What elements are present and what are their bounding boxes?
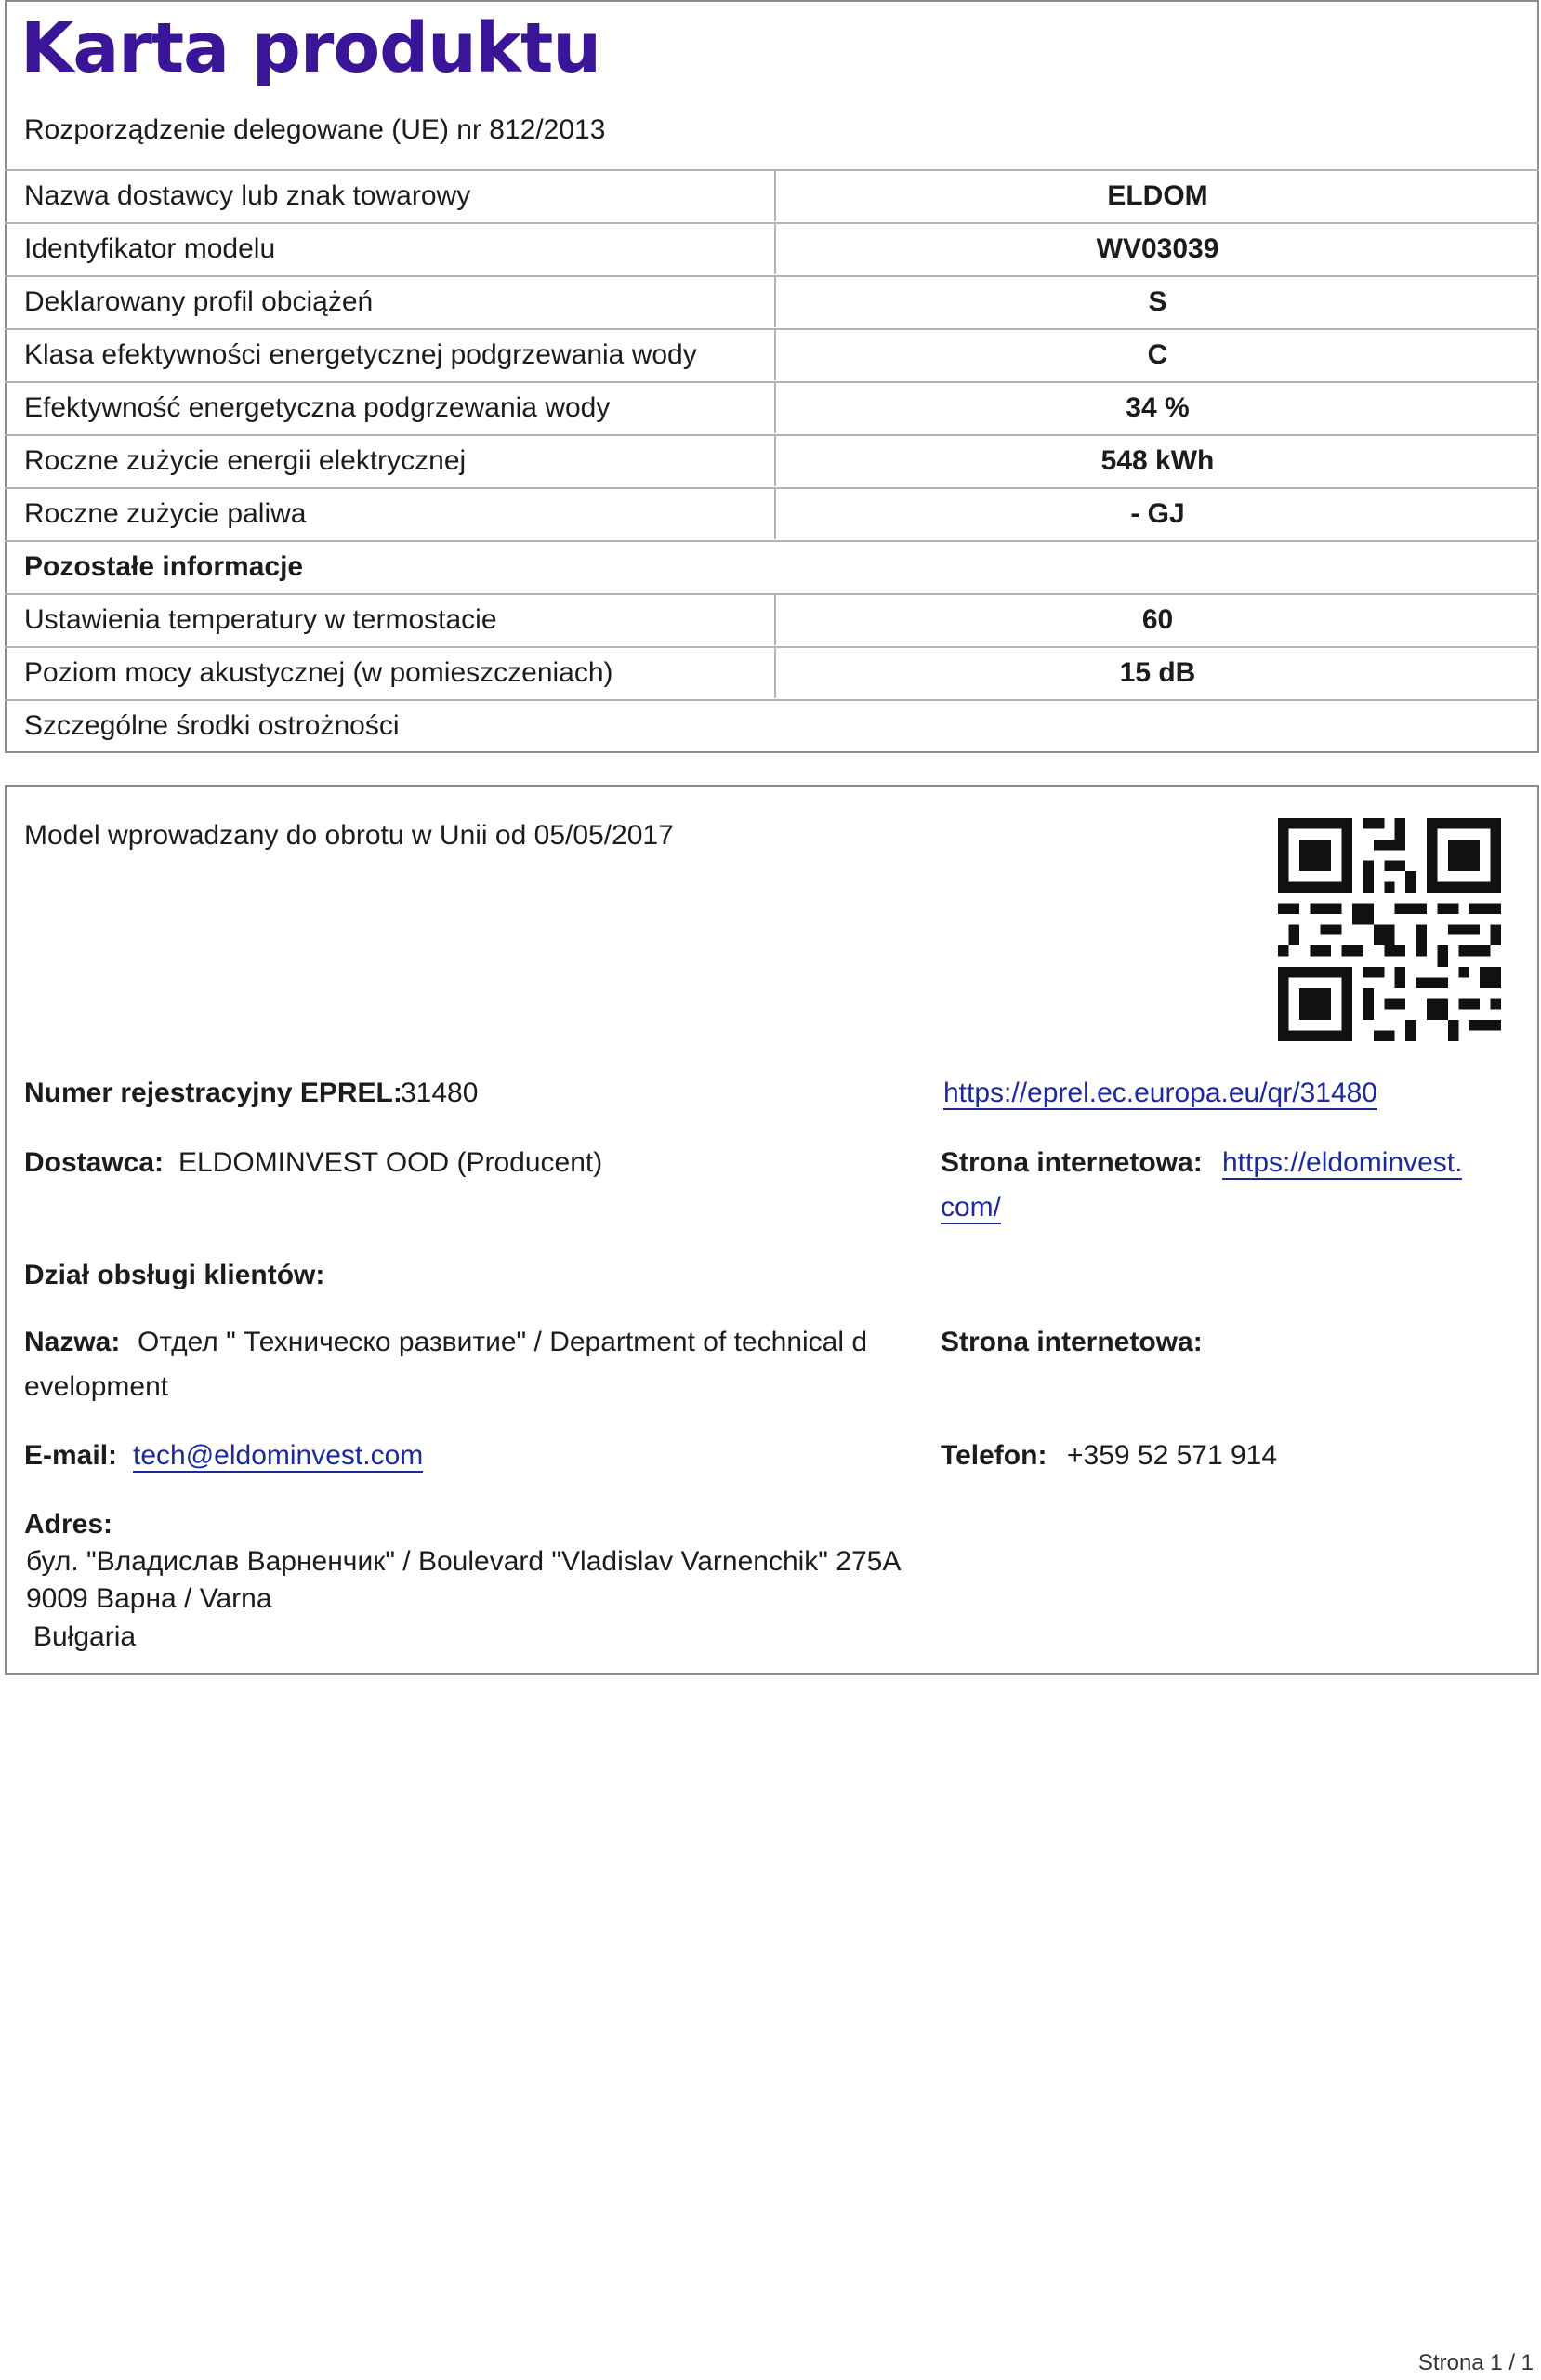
address-line-1: бул. "Владислав Варненчик" / Boulevard "Vladislav Varnenchik" 275A — [26, 1546, 902, 1577]
row-value: 548 kWh — [774, 436, 1539, 486]
row-value: 34 % — [774, 383, 1539, 433]
supplier-website-link[interactable]: https://eldominvest. — [1222, 1147, 1463, 1178]
row-label: Efektywność energetyczna podgrzewania wody — [24, 392, 611, 423]
address-line-3: Bułgaria — [33, 1621, 137, 1652]
section-label: Pozostałe informacje — [24, 551, 304, 582]
row-value: - GJ — [774, 489, 1539, 539]
table-row — [5, 222, 1539, 275]
supplier-website-wrap — [1222, 1141, 1462, 1185]
table-row — [5, 381, 1539, 434]
name-value: Отдел " Техническо развитие" / Department of technical d — [138, 1327, 868, 1357]
table-row — [5, 593, 1539, 646]
address-label: Adres: — [24, 1509, 113, 1540]
customer-service-label: Dział obsługi klientów: — [24, 1260, 325, 1290]
eprel-link-wrap — [943, 1071, 1377, 1116]
table-row — [5, 328, 1539, 381]
eprel-label: Numer rejestracyjny EPREL: — [24, 1078, 402, 1108]
phone-value: +359 52 571 914 — [1067, 1440, 1278, 1471]
row-label: Ustawienia temperatury w termostacie — [24, 604, 497, 635]
row-label: Poziom mocy akustycznej (w pomieszczeniach) — [24, 657, 613, 688]
table-row — [5, 169, 1539, 222]
row-value: WV03039 — [774, 224, 1539, 274]
supplier-label: Dostawca: — [24, 1147, 165, 1178]
table-row — [5, 487, 1539, 540]
eprel-number: 31480 — [401, 1078, 479, 1108]
row-label: Roczne zużycie paliwa — [24, 498, 307, 529]
row-value: 60 — [774, 595, 1539, 645]
email-label: E-mail: — [24, 1440, 118, 1471]
row-value: C — [774, 330, 1539, 380]
row-value: S — [774, 277, 1539, 327]
supplier-website-link-cont[interactable]: com/ — [941, 1192, 1002, 1223]
supplier-website-wrap-2 — [941, 1185, 1001, 1230]
page-number: Strona 1 / 1 — [1417, 2350, 1534, 2375]
eprel-link[interactable]: https://eprel.ec.europa.eu/qr/31480 — [943, 1078, 1377, 1108]
email-link[interactable]: tech@eldominvest.com — [133, 1440, 424, 1471]
section-header-row — [5, 540, 1539, 593]
row-label: Nazwa dostawcy lub znak towarowy — [24, 180, 471, 211]
email-wrap — [133, 1434, 423, 1478]
supplier-website-label: Strona internetowa: — [941, 1147, 1203, 1178]
row-label: Klasa efektywności energetycznej podgrzewania wody — [24, 339, 697, 370]
row-label: Identyfikator modelu — [24, 233, 276, 264]
name-value-cont: evelopment — [24, 1371, 169, 1402]
table-row — [5, 699, 1539, 751]
page-title: Karta produktu — [20, 8, 601, 88]
row-label: Deklarowany profil obciążeń — [24, 286, 374, 317]
table-row — [5, 646, 1539, 699]
row-value: ELDOM — [774, 171, 1539, 221]
qr-code[interactable] — [1278, 818, 1501, 1041]
table-row — [5, 434, 1539, 487]
regulation-reference: Rozporządzenie delegowane (UE) nr 812/2013 — [24, 114, 606, 145]
row-value: 15 dB — [774, 648, 1539, 698]
market-date-text: Model wprowadzany do obrotu w Unii od 05/05/2017 — [24, 820, 674, 851]
table-row — [5, 275, 1539, 328]
row-label: Szczególne środki ostrożności — [24, 710, 400, 741]
address-line-2: 9009 Варна / Varna — [26, 1583, 272, 1614]
row-label: Roczne zużycie energii elektrycznej — [24, 445, 467, 476]
name-label: Nazwa: — [24, 1327, 121, 1357]
supplier-value: ELDOMINVEST OOD (Producent) — [178, 1147, 603, 1178]
phone-label: Telefon: — [941, 1440, 1047, 1471]
service-website-label: Strona internetowa: — [941, 1327, 1203, 1357]
